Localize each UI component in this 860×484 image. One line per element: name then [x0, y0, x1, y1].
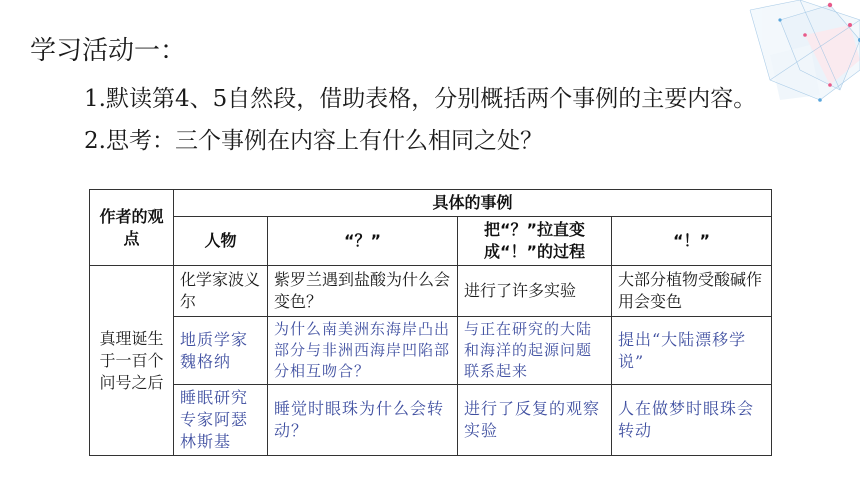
task-1: 1.默读第4、5自然段，借助表格，分别概括两个事例的主要内容。: [84, 86, 757, 112]
person-cell: 地质学家魏格纳: [174, 317, 268, 385]
process-cell: 进行了反复的观察实验: [458, 385, 612, 456]
process-cell: 与正在研究的大陆和海洋的起源问题联系起来: [458, 317, 612, 385]
table-row: [90, 266, 772, 317]
table-row: [90, 317, 772, 385]
answer-cell: 人在做梦时眼珠会转动: [612, 385, 772, 456]
person-cell: 睡眠研究专家阿瑟林斯基: [174, 385, 268, 456]
question-cell: 睡觉时眼珠为什么会转动？: [268, 385, 458, 456]
author-view: 真理诞生于一百个问号之后: [90, 266, 174, 456]
examples-header: 具体的事例: [174, 190, 772, 217]
answer-cell: 提出“大陆漂移学说”: [612, 317, 772, 385]
col-person: 人物: [174, 217, 268, 266]
person-cell: 化学家波义尔: [174, 266, 268, 317]
process-cell: 进行了许多实验: [458, 266, 612, 317]
question-cell: 紫罗兰遇到盐酸为什么会变色？: [268, 266, 458, 317]
task-2: 2.思考：三个事例在内容上有什么相同之处？: [84, 128, 543, 154]
table-row: [90, 385, 772, 456]
examples-table: [89, 189, 772, 456]
question-cell: 为什么南美洲东海岸凸出部分与非洲西海岸凹陷部分相互吻合？: [268, 317, 458, 385]
view-header: 作者的观点: [90, 190, 174, 266]
activity-heading: 学习活动一：: [30, 36, 187, 66]
col-process: 把“？”拉直变成“！”的过程: [458, 217, 612, 266]
answer-cell: 大部分植物受酸碱作用会变色: [612, 266, 772, 317]
col-answer: “！”: [612, 217, 772, 266]
col-question: “？”: [268, 217, 458, 266]
